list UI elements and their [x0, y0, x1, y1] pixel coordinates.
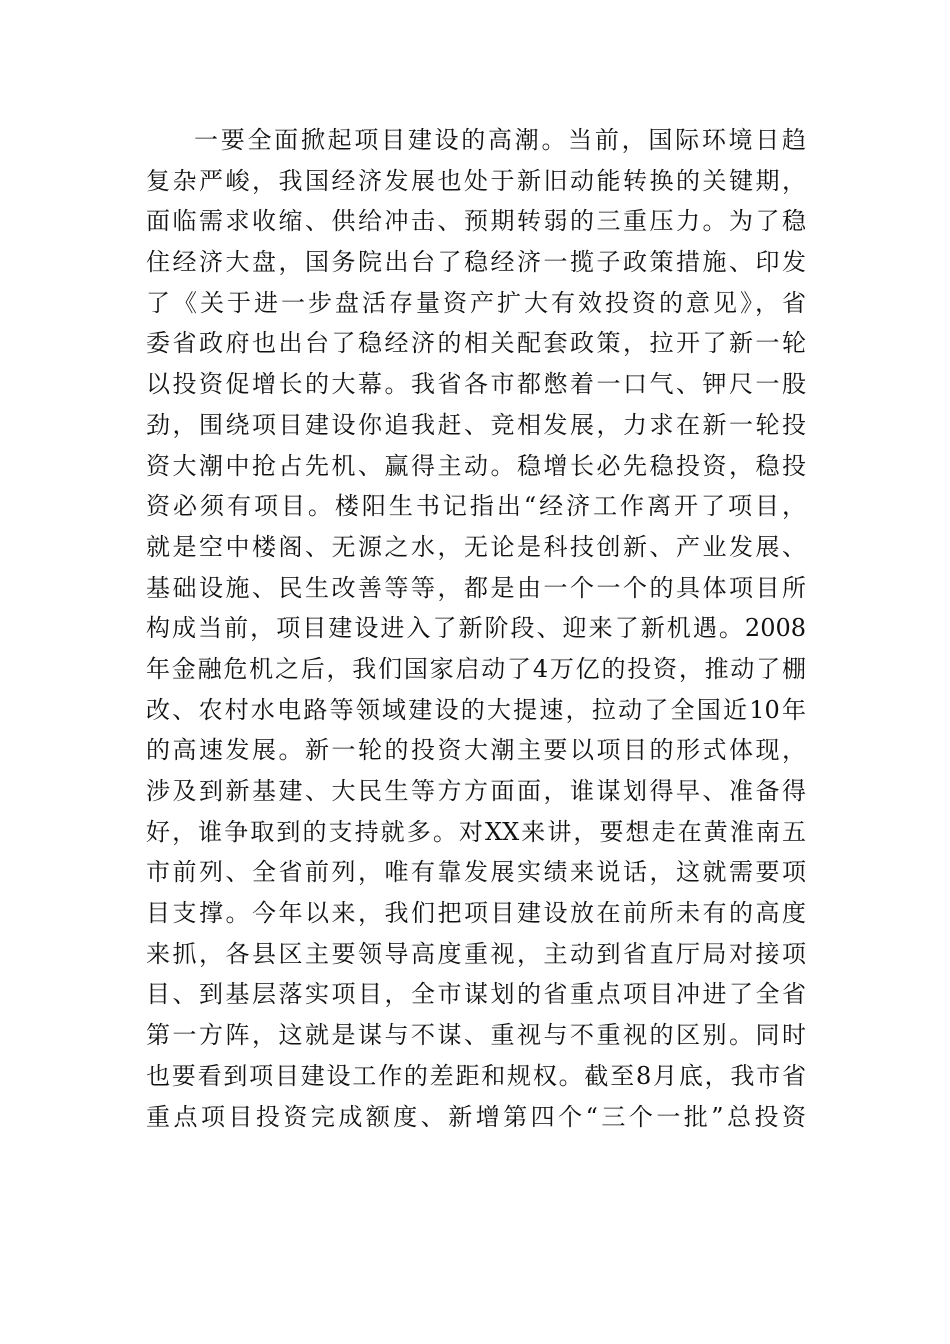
text-line: 来抓，各县区主要领导高度重视，主动到省直厅局对接项	[146, 939, 806, 968]
text-line: 构成当前，项目建设进入了新阶段、迎来了新机遇。2008	[146, 614, 806, 643]
text-line: 面临需求收缩、供给冲击、预期转弱的三重压力。为了稳	[146, 207, 806, 236]
text-line: 重点项目投资完成额度、新增第四个“三个一批”总投资	[146, 1102, 806, 1131]
text-line: 资必须有项目。楼阳生书记指出“经济工作离开了项目，	[146, 492, 806, 521]
text-line: 劲，围绕项目建设你追我赶、竞相发展，力求在新一轮投	[146, 410, 806, 439]
text-line: 目、到基层落实项目，全市谋划的省重点项目冲进了全省	[146, 980, 806, 1009]
text-line: 以投资促增长的大幕。我省各市都憋着一口气、钾尺一股	[146, 370, 806, 399]
text-line: 也要看到项目建设工作的差距和规权。截至8月底，我市省	[146, 1061, 806, 1090]
body-paragraph	[146, 120, 806, 1137]
text-line: 改、农村水电路等领域建设的大提速，拉动了全国近10年	[146, 695, 806, 724]
text-line: 年金融危机之后，我们国家启动了4万亿的投资，推动了棚	[146, 654, 806, 683]
text-line: 资大潮中抢占先机、赢得主动。稳增长必先稳投资，稳投	[146, 451, 806, 480]
text-line: 的高速发展。新一轮的投资大潮主要以项目的形式体现，	[146, 736, 806, 765]
text-line: 一要全面掀起项目建设的高潮。当前，国际环境日趋	[194, 126, 806, 154]
text-line: 涉及到新基建、大民生等方方面面，谁谋划得早、准备得	[146, 777, 806, 805]
text-line: 了《关于进一步盘活存量资产扩大有效投资的意见》，省	[146, 288, 806, 317]
text-line: 好，谁争取到的支持就多。对XX来讲，要想走在黄淮南五	[146, 817, 806, 846]
text-line: 基础设施、民生改善等等，都是由一个一个的具体项目所	[146, 573, 806, 602]
text-line: 市前列、全省前列，唯有靠发展实绩来说话，这就需要项	[146, 858, 806, 887]
text-line: 第一方阵，这就是谋与不谋、重视与不重视的区别。同时	[146, 1021, 806, 1050]
text-line: 目支撑。今年以来，我们把项目建设放在前所未有的高度	[146, 899, 806, 928]
text-line: 复杂严峻，我国经济发展也处于新旧动能转换的关键期，	[146, 166, 806, 195]
text-line: 住经济大盘，国务院出台了稳经济一揽子政策措施、印发	[146, 248, 806, 277]
text-line: 委省政府也出台了稳经济的相关配套政策，拉开了新一轮	[146, 329, 806, 358]
text-line: 就是空中楼阁、无源之水，无论是科技创新、产业发展、	[146, 532, 806, 561]
